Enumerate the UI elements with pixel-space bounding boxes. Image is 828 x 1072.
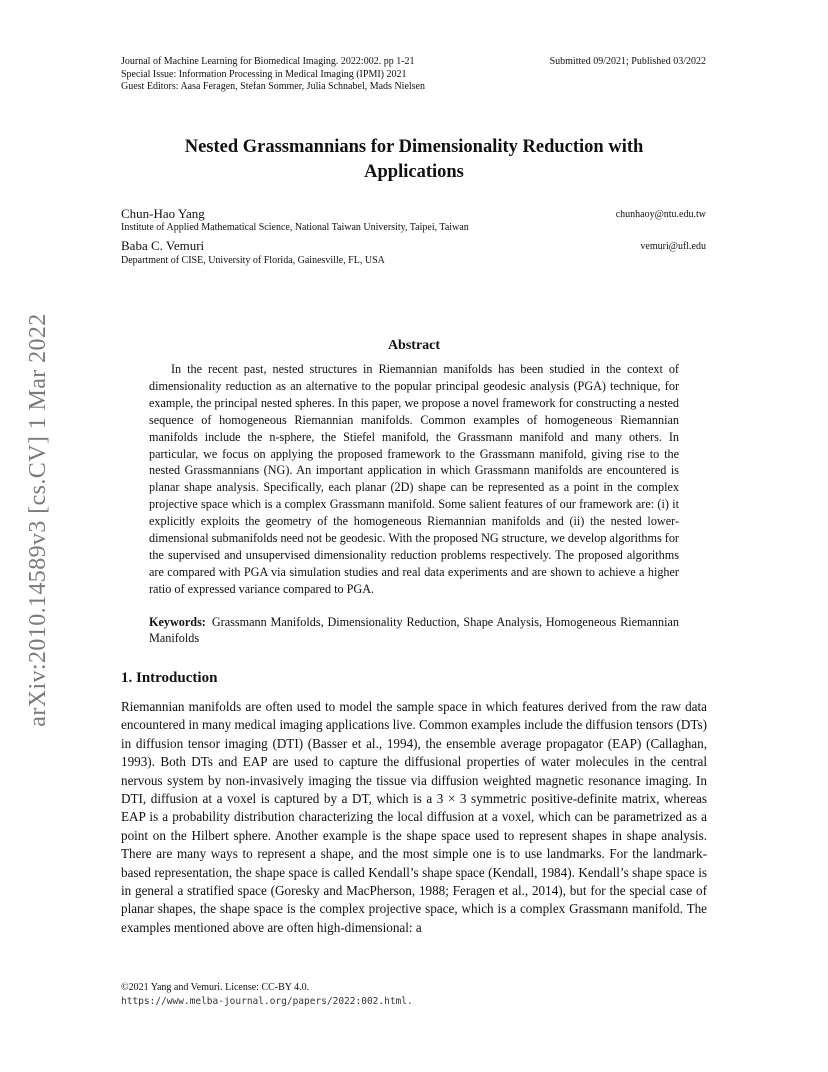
arxiv-stamp	[22, 290, 54, 750]
keywords	[149, 614, 679, 646]
paper-title-line-2: Applications	[364, 162, 464, 182]
keywords-text: Grassmann Manifolds, Dimensionality Reduction, Shape Analysis, Homogeneous Riemannian Manifolds	[149, 615, 679, 645]
paper-url-link[interactable]: https://www.melba-journal.org/papers/2022:002.html.	[121, 996, 413, 1007]
special-issue-line: Special Issue: Information Processing in Medical Imaging (IPMI) 2021	[121, 68, 407, 80]
author-email[interactable]: vemuri@ufl.edu	[640, 241, 706, 252]
abstract-text: In the recent past, nested structures in Riemannian manifolds has been studied in the context of dimensionality reduction as an alternative to the popular principal geodesic analysis (PGA) technique, for example, the principal nested spheres. In this paper, we propose a novel framework for constructing a nested sequence of homogeneous Riemannian manifolds. Common examples of homogeneous Riemannian manifolds include the n-sphere, the Stiefel manifold, the Grassmann manifold and many others. In particular, we focus on applying the proposed framework to the Grassmann manifold, giving rise to the nested Grassmannians (NG). An important application in which Grassmann manifolds are encountered is planar shape analysis. Specifically, each planar (2D) shape can be represented as a point in the complex projective space which is a complex Grassmann manifold. Some salient features of our framework are: (i) it explicitly exploits the geometry of the homogeneous Riemannian manifolds and (ii) the nested lower-dimensional submanifolds need not be geodesic. With the proposed NG structure, we develop algorithms for the supervised and unsupervised dimensionality reduction problems respectively. The proposed algorithms are compared with PGA via simulation studies and real data experiments and are shown to achieve a higher ratio of expressed variance compared to PGA.	[149, 362, 679, 596]
submission-dates: Submitted 09/2021; Published 03/2022	[549, 56, 706, 67]
abstract-heading: Abstract	[387, 338, 441, 353]
author-affiliation: Institute of Applied Mathematical Science, National Taiwan University, Taipei, Taiwan	[121, 222, 469, 233]
introduction-text: Riemannian manifolds are often used to model the sample space in which features derived from the raw data encountered in many medical imaging applications live. Common examples include the diffusion tensors (DTs) in diffusion tensor imaging (DTI) (Basser et al., 1994), the ensemble average propagator (EAP) (Callaghan, 1993). Both DTs and EAP are used to capture the diffusional properties of water molecules in the central nervous system by non-invasively imaging the tissue via diffusion weighted magnetic resonance imaging. In DTI, diffusion at a voxel is captured by a DT, which is a 3 × 3 symmetric positive-definite matrix, whereas EAP is a probability distribution characterizing the local diffusion at a voxel, which can be parametrized as a point on the Hilbert sphere. Another example is the shape space used to represent shapes in shape analysis. There are many ways to represent a shape, and the most simple one is to use landmarks. For the landmark-based representation, the shape space is called Kendall’s shape space (Kendall, 1984). Kendall’s shape space is in general a stratified space (Goresky and MacPherson, 1988; Feragen et al., 2014), but for the special case of planar shapes, the shape space is the complex projective space, which is a complex Grassmann manifold. The examples mentioned above are often high-dimensional: a	[121, 699, 707, 935]
arxiv-stamp-text: arXiv:2010.14589v3 [cs.CV] 1 Mar 2022	[25, 313, 51, 727]
author-email[interactable]: chunhaoy@ntu.edu.tw	[615, 209, 706, 220]
journal-header	[121, 56, 541, 94]
section-heading-introduction: 1. Introduction	[121, 670, 218, 686]
license-footer: ©2021 Yang and Vemuri. License: CC-BY 4.0.	[121, 982, 310, 993]
journal-line: Journal of Machine Learning for Biomedical Imaging. 2022:002. pp 1-21	[121, 56, 415, 67]
author-affiliation: Department of CISE, University of Florida, Gainesville, FL, USA	[121, 255, 385, 266]
guest-editors-line: Guest Editors: Aasa Feragen, Stefan Sommer, Julia Schnabel, Mads Nielsen	[121, 81, 425, 92]
author-name: Chun-Hao Yang	[121, 206, 205, 221]
author-name: Baba C. Vemuri	[121, 238, 205, 253]
keywords-label: Keywords:	[149, 615, 206, 629]
paper-title-line-1: Nested Grassmannians for Dimensionality Reduction with	[184, 137, 644, 157]
paper-title	[121, 135, 707, 185]
